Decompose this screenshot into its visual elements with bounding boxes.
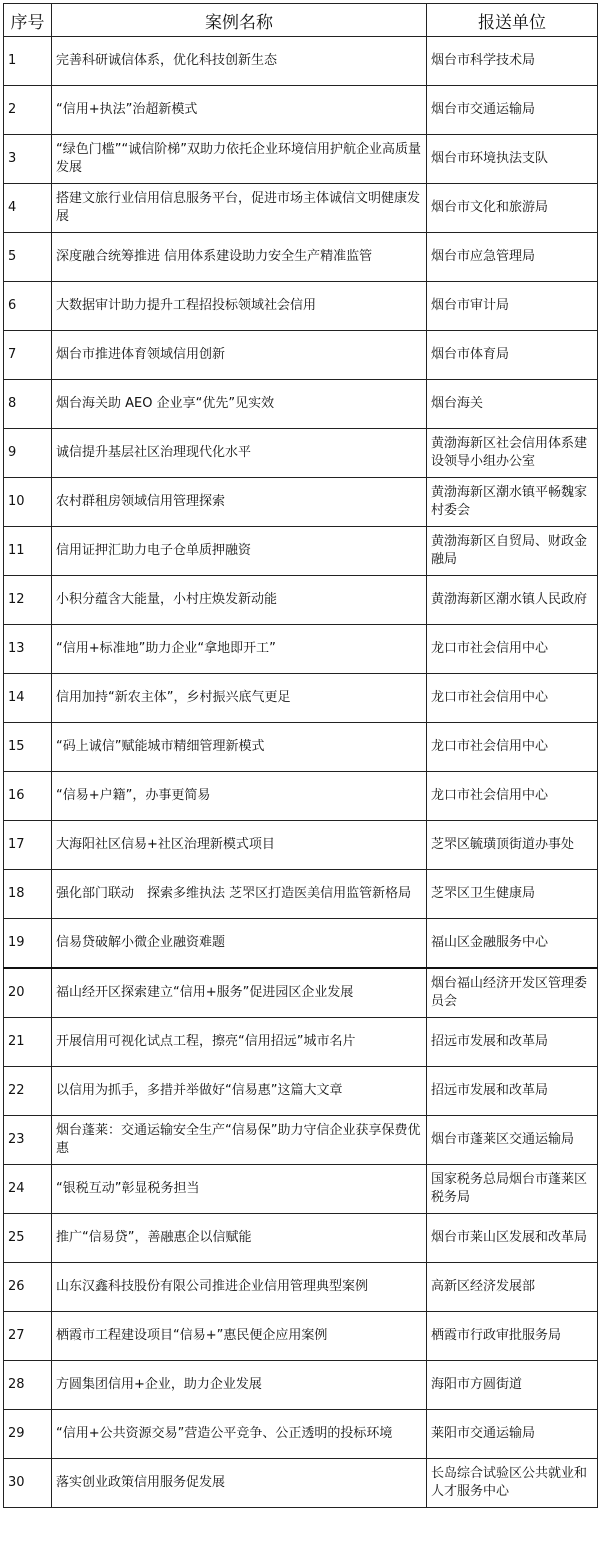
- row-number: 26: [4, 1263, 52, 1312]
- case-name: 栖霞市工程建设项目“信易+”惠民便企应用案例: [52, 1312, 427, 1361]
- case-name: 烟台市推进体育领域信用创新: [52, 331, 427, 380]
- case-name: 大数据审计助力提升工程招投标领域社会信用: [52, 282, 427, 331]
- reporting-unit: 海阳市方圆街道: [427, 1361, 598, 1410]
- row-number: 7: [4, 331, 52, 380]
- row-number: 30: [4, 1459, 52, 1508]
- reporting-unit: 高新区经济发展部: [427, 1263, 598, 1312]
- header-row: [4, 4, 598, 37]
- row-number: 4: [4, 184, 52, 233]
- reporting-unit: 龙口市社会信用中心: [427, 674, 598, 723]
- reporting-unit: 莱阳市交通运输局: [427, 1410, 598, 1459]
- table-row: [4, 86, 598, 135]
- reporting-unit: 烟台市科学技术局: [427, 37, 598, 86]
- row-number: 20: [4, 968, 52, 1018]
- reporting-unit: 芝罘区卫生健康局: [427, 870, 598, 919]
- header-unit: 报送单位: [427, 4, 598, 37]
- table-row: [4, 1214, 598, 1263]
- case-name: 信易贷破解小微企业融资难题: [52, 919, 427, 969]
- case-name: 烟台海关助 AEO 企业享“优先”见实效: [52, 380, 427, 429]
- reporting-unit: 黄渤海新区自贸局、财政金融局: [427, 527, 598, 576]
- table-row: [4, 968, 598, 1018]
- table-row: [4, 184, 598, 233]
- table-row: [4, 478, 598, 527]
- reporting-unit: 烟台市蓬莱区交通运输局: [427, 1116, 598, 1165]
- case-name: “绿色门槛”“诚信阶梯”双助力依托企业环境信用护航企业高质量发展: [52, 135, 427, 184]
- case-name: 强化部门联动 探索多维执法 芝罘区打造医美信用监管新格局: [52, 870, 427, 919]
- reporting-unit: 黄渤海新区潮水镇人民政府: [427, 576, 598, 625]
- reporting-unit: 烟台市环境执法支队: [427, 135, 598, 184]
- row-number: 2: [4, 86, 52, 135]
- table-row: [4, 527, 598, 576]
- table-row: [4, 135, 598, 184]
- row-number: 24: [4, 1165, 52, 1214]
- row-number: 23: [4, 1116, 52, 1165]
- case-name: 福山经开区探索建立“信用+服务”促进园区企业发展: [52, 968, 427, 1018]
- case-name: “信用+公共资源交易”营造公平竞争、公正透明的投标环境: [52, 1410, 427, 1459]
- reporting-unit: 烟台福山经济开发区管理委员会: [427, 968, 598, 1018]
- reporting-unit: 龙口市社会信用中心: [427, 723, 598, 772]
- case-name: 落实创业政策信用服务促发展: [52, 1459, 427, 1508]
- table-row: [4, 1459, 598, 1508]
- header-case-name: 案例名称: [52, 4, 427, 37]
- reporting-unit: 烟台市审计局: [427, 282, 598, 331]
- row-number: 10: [4, 478, 52, 527]
- table-row: [4, 919, 598, 969]
- case-name: 信用证押汇助力电子仓单质押融资: [52, 527, 427, 576]
- row-number: 1: [4, 37, 52, 86]
- row-number: 9: [4, 429, 52, 478]
- table-row: [4, 1361, 598, 1410]
- case-name: “信用+执法”治超新模式: [52, 86, 427, 135]
- reporting-unit: 烟台市文化和旅游局: [427, 184, 598, 233]
- reporting-unit: 福山区金融服务中心: [427, 919, 598, 969]
- row-number: 27: [4, 1312, 52, 1361]
- header-no: 序号: [4, 4, 52, 37]
- table-row: [4, 1067, 598, 1116]
- case-name: 深度融合统筹推进 信用体系建设助力安全生产精准监管: [52, 233, 427, 282]
- table-row: [4, 282, 598, 331]
- reporting-unit: 栖霞市行政审批服务局: [427, 1312, 598, 1361]
- case-name: 烟台蓬莱：交通运输安全生产“信易保”助力守信企业获享保费优惠: [52, 1116, 427, 1165]
- table-row: [4, 1312, 598, 1361]
- reporting-unit: 烟台市交通运输局: [427, 86, 598, 135]
- row-number: 6: [4, 282, 52, 331]
- table-row: [4, 1263, 598, 1312]
- case-name: “信易+户籍”，办事更简易: [52, 772, 427, 821]
- row-number: 18: [4, 870, 52, 919]
- row-number: 19: [4, 919, 52, 969]
- table-row: [4, 37, 598, 86]
- reporting-unit: 黄渤海新区社会信用体系建设领导小组办公室: [427, 429, 598, 478]
- table-row: [4, 821, 598, 870]
- reporting-unit: 芝罘区毓璜顶街道办事处: [427, 821, 598, 870]
- row-number: 13: [4, 625, 52, 674]
- table-row: [4, 870, 598, 919]
- table-row: [4, 331, 598, 380]
- case-name: 推广“信易贷”，善融惠企以信赋能: [52, 1214, 427, 1263]
- case-name: 方圆集团信用+企业，助力企业发展: [52, 1361, 427, 1410]
- case-name: 开展信用可视化试点工程，擦亮“信用招远”城市名片: [52, 1018, 427, 1067]
- row-number: 8: [4, 380, 52, 429]
- case-table: [3, 3, 598, 1508]
- row-number: 12: [4, 576, 52, 625]
- reporting-unit: 招远市发展和改革局: [427, 1067, 598, 1116]
- case-name: 大海阳社区信易+社区治理新模式项目: [52, 821, 427, 870]
- case-name: 山东汉鑫科技股份有限公司推进企业信用管理典型案例: [52, 1263, 427, 1312]
- table-row: [4, 1165, 598, 1214]
- case-name: 诚信提升基层社区治理现代化水平: [52, 429, 427, 478]
- table-row: [4, 233, 598, 282]
- case-name: 农村群租房领域信用管理探索: [52, 478, 427, 527]
- row-number: 28: [4, 1361, 52, 1410]
- table-row: [4, 674, 598, 723]
- table-row: [4, 772, 598, 821]
- reporting-unit: 招远市发展和改革局: [427, 1018, 598, 1067]
- table-row: [4, 1410, 598, 1459]
- case-name: 小积分蕴含大能量，小村庄焕发新动能: [52, 576, 427, 625]
- table-row: [4, 576, 598, 625]
- row-number: 3: [4, 135, 52, 184]
- case-name: 以信用为抓手，多措并举做好“信易惠”这篇大文章: [52, 1067, 427, 1116]
- case-name: “信用+标准地”助力企业“拿地即开工”: [52, 625, 427, 674]
- reporting-unit: 烟台市莱山区发展和改革局: [427, 1214, 598, 1263]
- table-row: [4, 723, 598, 772]
- reporting-unit: 龙口市社会信用中心: [427, 625, 598, 674]
- row-number: 25: [4, 1214, 52, 1263]
- row-number: 14: [4, 674, 52, 723]
- reporting-unit: 烟台市应急管理局: [427, 233, 598, 282]
- reporting-unit: 黄渤海新区潮水镇平畅魏家村委会: [427, 478, 598, 527]
- reporting-unit: 国家税务总局烟台市蓬莱区税务局: [427, 1165, 598, 1214]
- reporting-unit: 长岛综合试验区公共就业和人才服务中心: [427, 1459, 598, 1508]
- row-number: 21: [4, 1018, 52, 1067]
- row-number: 16: [4, 772, 52, 821]
- table-row: [4, 380, 598, 429]
- case-name: 搭建文旅行业信用信息服务平台，促进市场主体诚信文明健康发展: [52, 184, 427, 233]
- row-number: 22: [4, 1067, 52, 1116]
- reporting-unit: 龙口市社会信用中心: [427, 772, 598, 821]
- table-row: [4, 1018, 598, 1067]
- table-row: [4, 625, 598, 674]
- table-row: [4, 1116, 598, 1165]
- case-name: 信用加持“新农主体”，乡村振兴底气更足: [52, 674, 427, 723]
- row-number: 15: [4, 723, 52, 772]
- row-number: 29: [4, 1410, 52, 1459]
- reporting-unit: 烟台市体育局: [427, 331, 598, 380]
- row-number: 5: [4, 233, 52, 282]
- row-number: 17: [4, 821, 52, 870]
- case-name: 完善科研诚信体系，优化科技创新生态: [52, 37, 427, 86]
- row-number: 11: [4, 527, 52, 576]
- reporting-unit: 烟台海关: [427, 380, 598, 429]
- case-name: “银税互动”彰显税务担当: [52, 1165, 427, 1214]
- case-name: “码上诚信”赋能城市精细管理新模式: [52, 723, 427, 772]
- table-row: [4, 429, 598, 478]
